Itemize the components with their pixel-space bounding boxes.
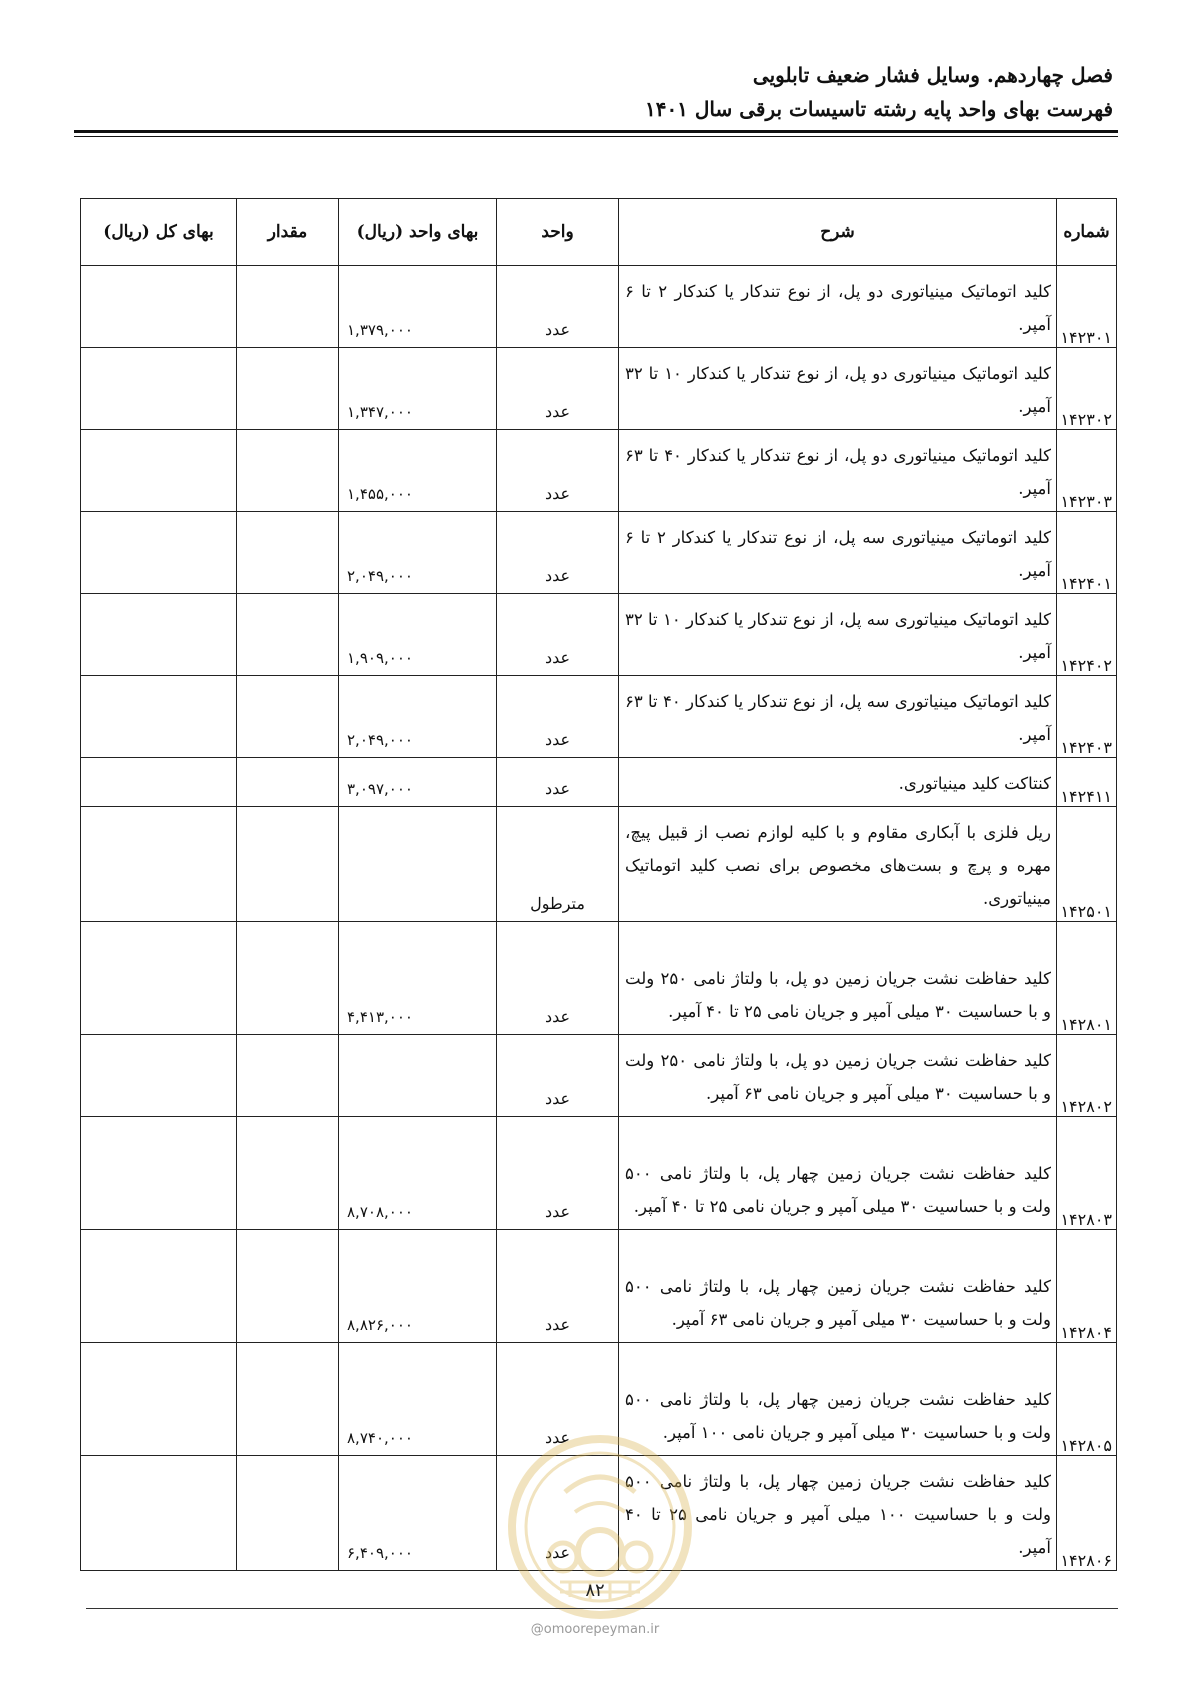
row-unit-price: ۱,۴۵۵,۰۰۰ [339, 430, 497, 512]
table-row [81, 1230, 1117, 1343]
row-unit-price: ۲,۰۴۹,۰۰۰ [339, 512, 497, 594]
row-total [81, 348, 237, 430]
table-row [81, 758, 1117, 807]
row-unit: مترطول [497, 807, 619, 922]
row-unit: عدد [497, 1230, 619, 1343]
row-unit: عدد [497, 922, 619, 1035]
row-description: کلید حفاظت نشت جریان زمین دو پل، با ولتاژ نامی ۲۵۰ ولت و با حساسیت ۳۰ میلی آمپر و جریان نامی ۶۳ آمپر. [619, 1035, 1057, 1117]
row-unit-price: ۸,۷۰۸,۰۰۰ [339, 1117, 497, 1230]
row-description: کلید حفاظت نشت جریان زمین دو پل، با ولتاژ نامی ۲۵۰ ولت و با حساسیت ۳۰ میلی آمپر و جریان نامی ۲۵ تا ۴۰ آمپر. [619, 922, 1057, 1035]
price-table [80, 198, 1117, 1571]
row-description: کلید اتوماتیک مینیاتوری دو پل، از نوع تندکار یا کندکار ۱۰ تا ۳۲ آمپر. [619, 348, 1057, 430]
row-unit-price: ۱,۹۰۹,۰۰۰ [339, 594, 497, 676]
header-rule-thick [74, 130, 1118, 133]
table-row [81, 348, 1117, 430]
row-qty [237, 1230, 339, 1343]
row-total [81, 266, 237, 348]
row-unit-price: ۲,۰۴۹,۰۰۰ [339, 676, 497, 758]
row-description: کلید اتوماتیک مینیاتوری سه پل، از نوع تندکار یا کندکار ۲ تا ۶ آمپر. [619, 512, 1057, 594]
row-unit-price: ۸,۸۲۶,۰۰۰ [339, 1230, 497, 1343]
row-code: ۱۴۲۳۰۳ [1057, 430, 1117, 512]
row-description: کلید حفاظت نشت جریان زمین چهار پل، با ولتاژ نامی ۵۰۰ ولت و با حساسیت ۱۰۰ میلی آمپر و جریان نامی ۲۵ تا ۴۰ آمپر. [619, 1456, 1057, 1571]
row-unit: عدد [497, 1035, 619, 1117]
row-unit-price: ۱,۳۷۹,۰۰۰ [339, 266, 497, 348]
row-unit-price: ۴,۴۱۳,۰۰۰ [339, 922, 497, 1035]
table-row [81, 1035, 1117, 1117]
table-row [81, 430, 1117, 512]
row-qty [237, 676, 339, 758]
table-row [81, 1117, 1117, 1230]
row-qty [237, 1456, 339, 1571]
row-code: ۱۴۲۴۰۲ [1057, 594, 1117, 676]
column-header-unit: واحد [497, 199, 619, 266]
row-total [81, 676, 237, 758]
row-total [81, 922, 237, 1035]
row-unit: عدد [497, 1117, 619, 1230]
row-unit: عدد [497, 758, 619, 807]
row-unit-price: ۳,۰۹۷,۰۰۰ [339, 758, 497, 807]
row-code: ۱۴۲۸۰۴ [1057, 1230, 1117, 1343]
table-header-row [81, 199, 1117, 266]
list-title: فهرست بهای واحد پایه رشته تاسیسات برقی سال ۱۴۰۱ [644, 97, 1113, 121]
row-code: ۱۴۲۴۱۱ [1057, 758, 1117, 807]
column-header-desc: شرح [619, 199, 1057, 266]
row-qty [237, 1035, 339, 1117]
row-total [81, 1456, 237, 1571]
row-qty [237, 1117, 339, 1230]
row-qty [237, 807, 339, 922]
header-rule-thin [74, 136, 1118, 137]
row-description: کلید حفاظت نشت جریان زمین چهار پل، با ولتاژ نامی ۵۰۰ ولت و با حساسیت ۳۰ میلی آمپر و جریان نامی ۲۵ تا ۴۰ آمپر. [619, 1117, 1057, 1230]
row-unit: عدد [497, 1456, 619, 1571]
row-qty [237, 430, 339, 512]
row-description: کلید اتوماتیک مینیاتوری دو پل، از نوع تندکار یا کندکار ۴۰ تا ۶۳ آمپر. [619, 430, 1057, 512]
row-unit: عدد [497, 1343, 619, 1456]
table-row [81, 807, 1117, 922]
row-unit: عدد [497, 594, 619, 676]
row-description: کنتاکت کلید مینیاتوری. [619, 758, 1057, 807]
row-code: ۱۴۲۸۰۲ [1057, 1035, 1117, 1117]
row-code: ۱۴۲۳۰۲ [1057, 348, 1117, 430]
row-code: ۱۴۲۸۰۵ [1057, 1343, 1117, 1456]
row-unit: عدد [497, 512, 619, 594]
page-header [645, 58, 1113, 126]
chapter-title: فصل چهاردهم. وسایل فشار ضعیف تابلویی [752, 63, 1113, 87]
page-number: ۸۲ [585, 1580, 605, 1601]
row-unit: عدد [497, 430, 619, 512]
row-qty [237, 594, 339, 676]
row-unit: عدد [497, 676, 619, 758]
row-code: ۱۴۲۸۰۳ [1057, 1117, 1117, 1230]
column-header-total: بهای کل (ریال) [81, 199, 237, 266]
row-unit: عدد [497, 348, 619, 430]
website-credit: @omoorepeyman.ir [530, 1622, 660, 1637]
column-header-qty: مقدار [237, 199, 339, 266]
row-description: کلید حفاظت نشت جریان زمین چهار پل، با ولتاژ نامی ۵۰۰ ولت و با حساسیت ۳۰ میلی آمپر و جریان نامی ۱۰۰ آمپر. [619, 1343, 1057, 1456]
table-row [81, 512, 1117, 594]
row-description: ریل فلزی با آبکاری مقاوم و با کلیه لوازم نصب از قبیل پیچ، مهره و پرچ و بست‌های مخصوص برای نصب کلید اتوماتیک مینیاتوری. [619, 807, 1057, 922]
row-total [81, 807, 237, 922]
row-unit-price: ۱,۳۴۷,۰۰۰ [339, 348, 497, 430]
row-description: کلید اتوماتیک مینیاتوری سه پل، از نوع تندکار یا کندکار ۱۰ تا ۳۲ آمپر. [619, 594, 1057, 676]
row-code: ۱۴۲۳۰۱ [1057, 266, 1117, 348]
row-unit-price [339, 1035, 497, 1117]
row-code: ۱۴۲۴۰۳ [1057, 676, 1117, 758]
column-header-unit-price: بهای واحد (ریال) [339, 199, 497, 266]
row-unit-price: ۸,۷۴۰,۰۰۰ [339, 1343, 497, 1456]
row-qty [237, 266, 339, 348]
row-unit-price [339, 807, 497, 922]
row-qty [237, 512, 339, 594]
row-qty [237, 1343, 339, 1456]
row-total [81, 1343, 237, 1456]
row-qty [237, 758, 339, 807]
row-description: کلید حفاظت نشت جریان زمین چهار پل، با ولتاژ نامی ۵۰۰ ولت و با حساسیت ۳۰ میلی آمپر و جریان نامی ۶۳ آمپر. [619, 1230, 1057, 1343]
row-qty [237, 348, 339, 430]
row-code: ۱۴۲۴۰۱ [1057, 512, 1117, 594]
row-description: کلید اتوماتیک مینیاتوری دو پل، از نوع تندکار یا کندکار ۲ تا ۶ آمپر. [619, 266, 1057, 348]
row-unit: عدد [497, 266, 619, 348]
column-header-code: شماره [1057, 199, 1117, 266]
row-unit-price: ۶,۴۰۹,۰۰۰ [339, 1456, 497, 1571]
table-row [81, 922, 1117, 1035]
row-total [81, 1117, 237, 1230]
row-total [81, 758, 237, 807]
row-total [81, 1230, 237, 1343]
row-total [81, 594, 237, 676]
row-code: ۱۴۲۸۰۶ [1057, 1456, 1117, 1571]
table-row [81, 676, 1117, 758]
row-qty [237, 922, 339, 1035]
row-code: ۱۴۲۵۰۱ [1057, 807, 1117, 922]
row-total [81, 512, 237, 594]
row-total [81, 1035, 237, 1117]
table-row [81, 594, 1117, 676]
row-code: ۱۴۲۸۰۱ [1057, 922, 1117, 1035]
row-total [81, 430, 237, 512]
row-description: کلید اتوماتیک مینیاتوری سه پل، از نوع تندکار یا کندکار ۴۰ تا ۶۳ آمپر. [619, 676, 1057, 758]
table-row [81, 266, 1117, 348]
footer-rule [86, 1608, 1118, 1609]
